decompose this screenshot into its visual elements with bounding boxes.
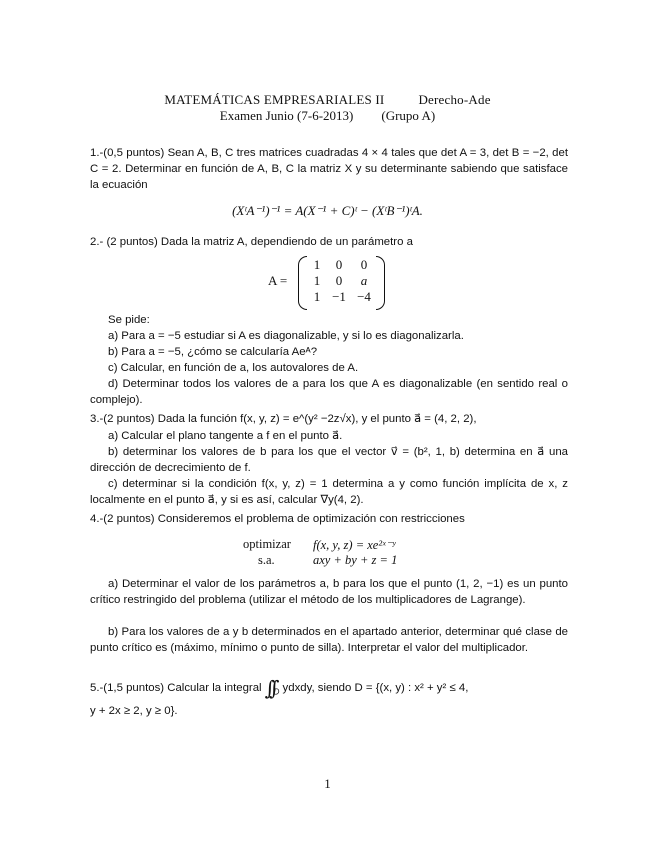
q4-objective: f(x, y, z) = xe²ˣ⁻ʸ xyxy=(313,538,396,552)
q4-constraint: axy + by + z = 1 xyxy=(313,553,398,567)
group-label: (Grupo A) xyxy=(381,108,436,123)
q2-intro: 2.- (2 puntos) Dada la matriz A, dependiendo de un parámetro a xyxy=(90,236,413,248)
course-title: MATEMÁTICAS EMPRESARIALES II xyxy=(164,92,385,107)
q5-line-1 xyxy=(90,676,568,700)
q3-intro: 3.-(2 puntos) Dada la función f(x, y, z) = e^(y² −2z√x), y el punto a⃗ = (4, 2, 2), xyxy=(90,413,477,425)
matrix-cell: −1 xyxy=(332,289,346,304)
q4-part-b: b) Para los valores de a y b determinados en el apartado anterior, determinar qué clase de punto crítico es (máximo, mínimo o punto de silla). Interpretar el valor del multiplicador. xyxy=(90,626,568,654)
matrix-cell: a xyxy=(360,273,368,288)
q4-opt-label: optimizar xyxy=(243,537,291,551)
q4-sa-label: s.a. xyxy=(258,553,275,567)
q5-part-1: 5.-(1,5 puntos) Calcular la integral xyxy=(90,682,262,694)
q3-part-b: b) determinar los valores de b para los que el vector v⃗ = (b², 1, b) determina en a⃗ una dirección de decrecimiento de f. xyxy=(90,446,568,474)
q2-part-d: d) Determinar todos los valores de a para los que A es diagonalizable (en sentido real o complejo). xyxy=(90,378,568,406)
double-integral-icon: ∫∫ xyxy=(264,676,274,700)
matrix-cell: 1 xyxy=(313,273,321,288)
q3-part-c: c) determinar si la condición f(x, y, z) = 1 determina a y como función implícita de x, z localmente en el punto a⃗, y si es así, calcular ∇y(4, 2). xyxy=(90,478,568,506)
degree-label: Derecho-Ade xyxy=(418,92,491,107)
matrix-cell: −4 xyxy=(357,289,371,304)
q5-integrand: ydxdy, siendo D = {(x, y) : x² + y² ≤ 4, xyxy=(282,682,469,694)
matrix-cell: 1 xyxy=(313,289,321,304)
q2-part-b: b) Para a = −5, ¿cómo se calcularía Aeᴬ? xyxy=(108,346,318,358)
q2-matrix xyxy=(268,256,388,310)
matrix-right-bracket xyxy=(376,256,385,310)
q3-part-a: a) Calcular el plano tangente a f en el punto a⃗. xyxy=(108,430,343,442)
q1-text: 1.-(0,5 puntos) Sean A, B, C tres matrices cuadradas 4 × 4 tales que det A = 3, det B = −2, det C = 2. Determinar en función de A, B, C la matriz X y su determinante sabiendo que satisface la ecuación xyxy=(90,147,568,191)
matrix-cell: 0 xyxy=(335,273,343,288)
matrix-cell: 1 xyxy=(313,257,321,272)
q5-part-2: y + 2x ≥ 2, y ≥ 0}. xyxy=(90,705,178,717)
exam-date: Examen Junio (7-6-2013) xyxy=(219,108,354,123)
matrix-cell: 0 xyxy=(360,257,368,272)
q1-equation: (XᵗA⁻¹)⁻¹ = A(X⁻¹ + C)ᵗ − (XᵗB⁻¹)ᵗA. xyxy=(232,203,423,218)
q4-intro: 4.-(2 puntos) Consideremos el problema de optimización con restricciones xyxy=(90,513,465,525)
integral-domain-sub: D xyxy=(273,687,280,697)
matrix-cell: 0 xyxy=(335,257,343,272)
matrix-label: A = xyxy=(268,273,288,288)
header-line-2 xyxy=(0,108,655,124)
q2-part-a: a) Para a = −5 estudiar si A es diagonalizable, y si lo es diagonalizarla. xyxy=(108,330,464,342)
header-line-1 xyxy=(0,92,655,108)
q2-se-pide: Se pide: xyxy=(108,314,150,326)
page-number: 1 xyxy=(324,776,331,791)
q2-part-c: c) Calcular, en función de a, los autovalores de A. xyxy=(108,362,359,374)
q4-part-a: a) Determinar el valor de los parámetros a, b para los que el punto (1, 2, −1) es un punto crítico restringido del problema (utilizar el método de los multiplicadores de Lagrange). xyxy=(90,578,568,606)
